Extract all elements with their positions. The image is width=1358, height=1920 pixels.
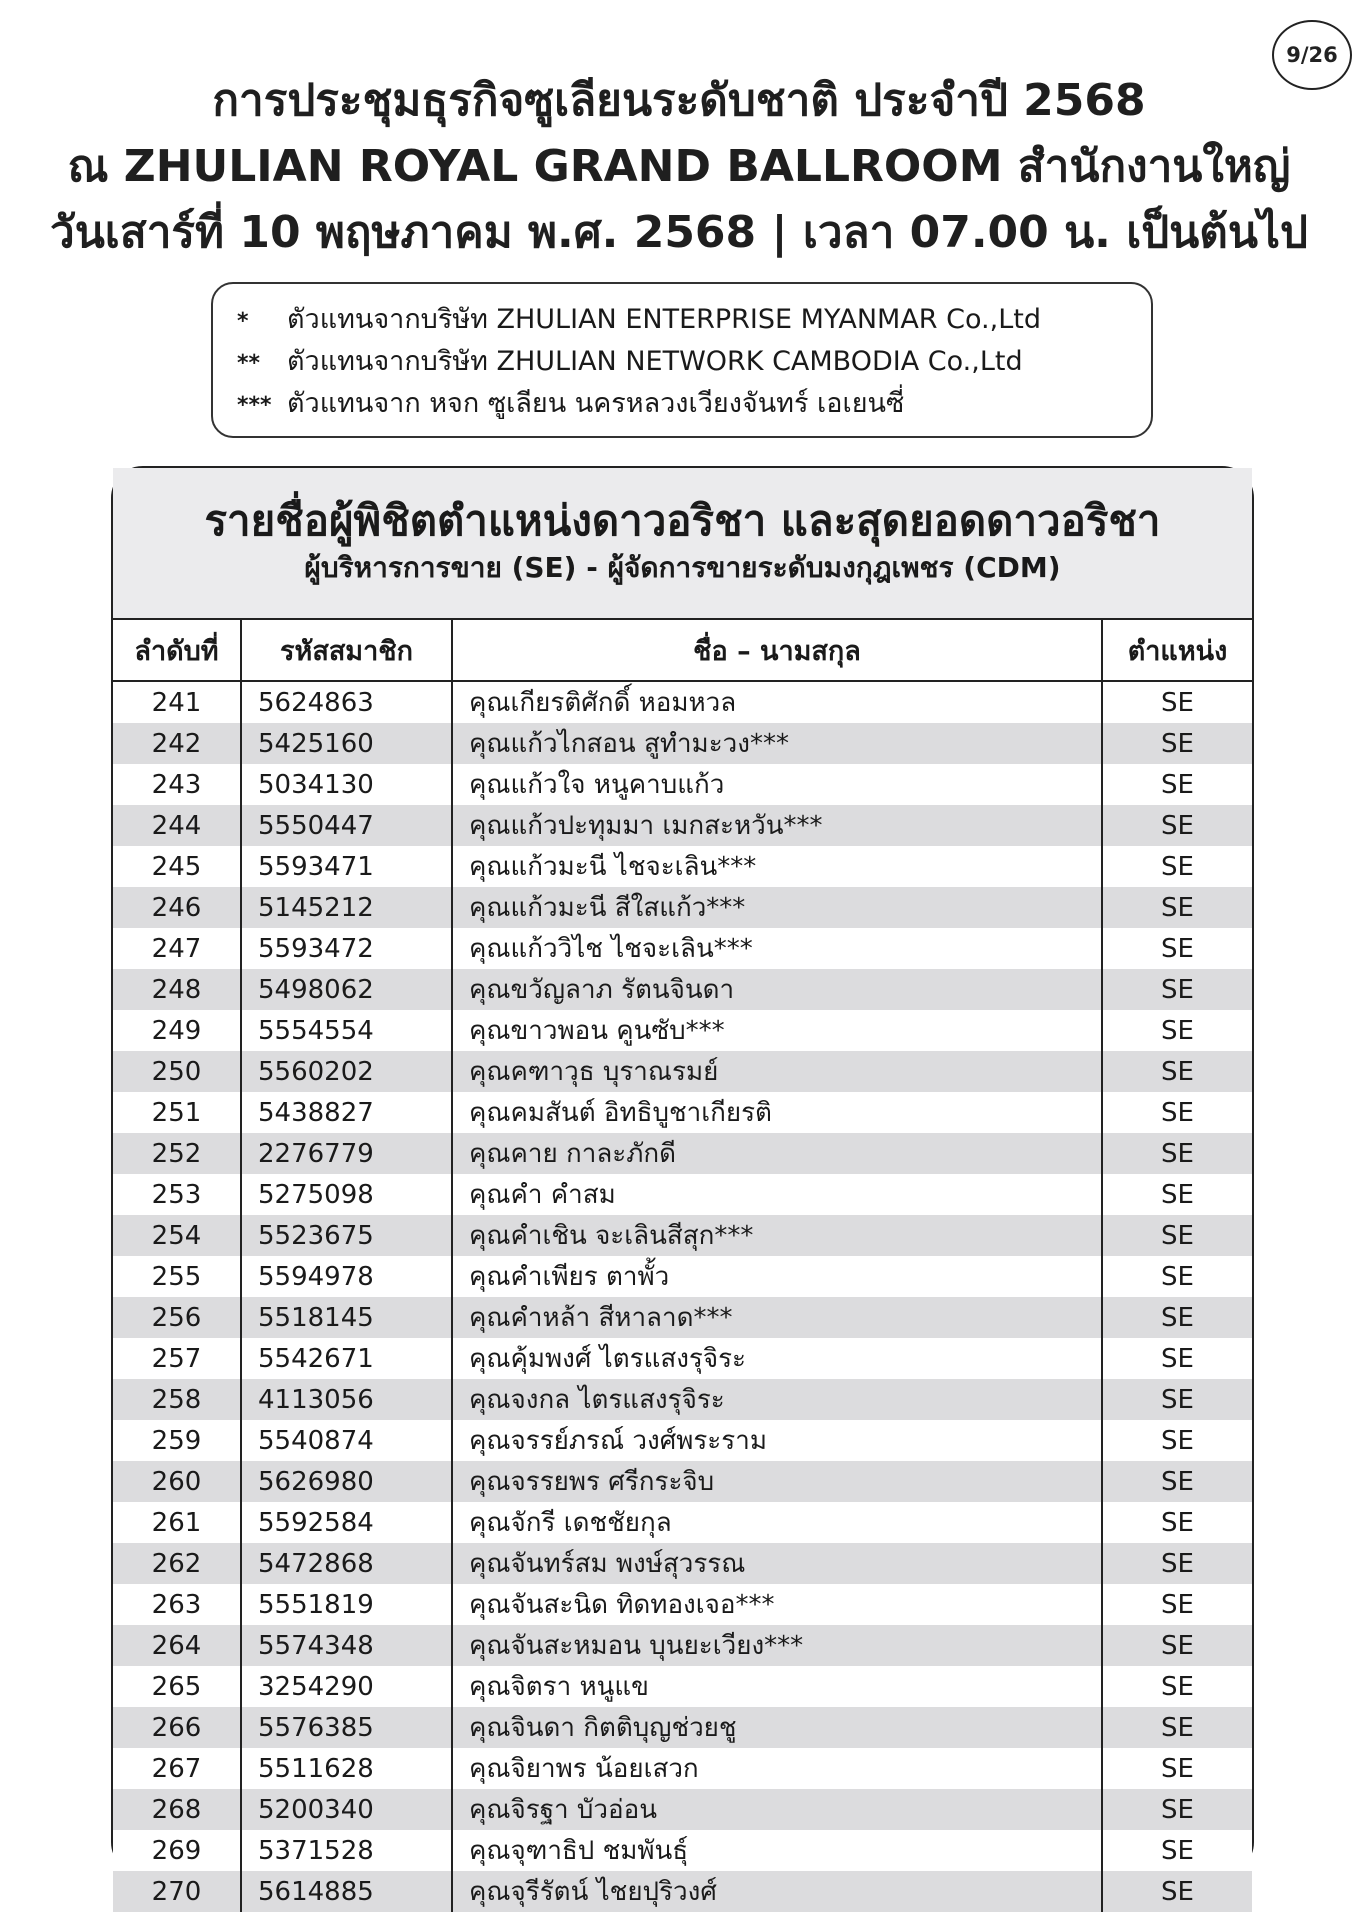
table-row <box>113 1748 1252 1789</box>
row-full-name: คุณจิยาพร น้อยเสวก <box>452 1748 1102 1789</box>
row-full-name: คุณคำ คำสม <box>452 1174 1102 1215</box>
note-mark: * <box>237 309 249 334</box>
row-position: SE <box>1102 805 1252 846</box>
table-row <box>113 1215 1252 1256</box>
row-position: SE <box>1102 1010 1252 1051</box>
winners-card <box>111 466 1254 1907</box>
row-full-name: คุณแก้ววิไช ไชจะเลิน*** <box>452 928 1102 969</box>
row-member-code: 5574348 <box>241 1625 452 1666</box>
row-position: SE <box>1102 1625 1252 1666</box>
row-member-code: 5540874 <box>241 1420 452 1461</box>
row-member-code: 5560202 <box>241 1051 452 1092</box>
row-member-code: 5576385 <box>241 1707 452 1748</box>
row-full-name: คุณจักรี เดชชัยกุล <box>452 1502 1102 1543</box>
row-rank: 243 <box>113 764 241 805</box>
row-full-name: คุณจรรยพร ศรีกระจิบ <box>452 1461 1102 1502</box>
row-member-code: 5551819 <box>241 1584 452 1625</box>
row-member-code: 5034130 <box>241 764 452 805</box>
row-full-name: คุณจงกล ไตรแสงรุจิระ <box>452 1379 1102 1420</box>
row-rank: 261 <box>113 1502 241 1543</box>
row-full-name: คุณคุ้มพงศ์ ไตรแสงรุจิระ <box>452 1338 1102 1379</box>
row-full-name: คุณคาย กาละภักดี <box>452 1133 1102 1174</box>
row-position: SE <box>1102 846 1252 887</box>
row-rank: 246 <box>113 887 241 928</box>
row-rank: 258 <box>113 1379 241 1420</box>
row-full-name: คุณคมสันต์ อิทธิบูชาเกียรติ <box>452 1092 1102 1133</box>
row-rank: 251 <box>113 1092 241 1133</box>
row-full-name: คุณจรรย์ภรณ์ วงศ์พระราม <box>452 1420 1102 1461</box>
card-header <box>113 468 1252 620</box>
row-rank: 268 <box>113 1789 241 1830</box>
row-position: SE <box>1102 1543 1252 1584</box>
table-row <box>113 1625 1252 1666</box>
header-line-2: ณ ZHULIAN ROYAL GRAND BALLROOM สำนักงานใหญ่ <box>67 141 1291 192</box>
row-member-code: 5371528 <box>241 1830 452 1871</box>
row-rank: 250 <box>113 1051 241 1092</box>
winners-table <box>113 620 1252 1912</box>
row-position: SE <box>1102 1256 1252 1297</box>
row-full-name: คุณจินดา กิตติบุญช่วยชู <box>452 1707 1102 1748</box>
row-full-name: คุณคำหล้า สีหาลาด*** <box>452 1297 1102 1338</box>
row-rank: 254 <box>113 1215 241 1256</box>
table-row <box>113 1707 1252 1748</box>
card-subtitle: ผู้บริหารการขาย (SE) - ผู้จัดการขายระดับมงกุฎเพชร (CDM) <box>304 551 1061 584</box>
row-position: SE <box>1102 1871 1252 1912</box>
row-position: SE <box>1102 1502 1252 1543</box>
row-member-code: 5592584 <box>241 1502 452 1543</box>
row-rank: 266 <box>113 1707 241 1748</box>
row-full-name: คุณจิตรา หนูแข <box>452 1666 1102 1707</box>
row-position: SE <box>1102 1051 1252 1092</box>
table-row <box>113 1092 1252 1133</box>
row-position: SE <box>1102 1379 1252 1420</box>
card-title: รายชื่อผู้พิชิตตำแหน่งดาวอริชา และสุดยอดดาวอริชา <box>204 496 1161 545</box>
row-full-name: คุณแก้วมะนี สีใสแก้ว*** <box>452 887 1102 928</box>
row-member-code: 5593472 <box>241 928 452 969</box>
row-position: SE <box>1102 1174 1252 1215</box>
table-row <box>113 723 1252 764</box>
row-position: SE <box>1102 1338 1252 1379</box>
row-member-code: 5542671 <box>241 1338 452 1379</box>
table-row <box>113 1379 1252 1420</box>
row-member-code: 5624863 <box>241 681 452 723</box>
row-full-name: คุณคฑาวุธ บุราณรมย์ <box>452 1051 1102 1092</box>
row-rank: 270 <box>113 1871 241 1912</box>
row-position: SE <box>1102 969 1252 1010</box>
row-member-code: 5511628 <box>241 1748 452 1789</box>
row-member-code: 3254290 <box>241 1666 452 1707</box>
row-member-code: 5438827 <box>241 1092 452 1133</box>
row-member-code: 5593471 <box>241 846 452 887</box>
note-text: ตัวแทนจาก หจก ซูเลียน นครหลวงเวียงจันทร์ เอเยนซี่ <box>287 388 905 419</box>
row-full-name: คุณจุรีรัตน์ ไชยปุริวงศ์ <box>452 1871 1102 1912</box>
row-member-code: 4113056 <box>241 1379 452 1420</box>
row-full-name: คุณแก้วมะนี ไชจะเลิน*** <box>452 846 1102 887</box>
row-member-code: 5518145 <box>241 1297 452 1338</box>
header-member-code: รหัสสมาชิก <box>241 620 452 681</box>
row-rank: 244 <box>113 805 241 846</box>
table-row <box>113 1830 1252 1871</box>
row-rank: 242 <box>113 723 241 764</box>
table-row <box>113 928 1252 969</box>
row-position: SE <box>1102 681 1252 723</box>
row-full-name: คุณขาวพอน คูนซับ*** <box>452 1010 1102 1051</box>
table-row <box>113 681 1252 723</box>
table-row <box>113 887 1252 928</box>
row-rank: 260 <box>113 1461 241 1502</box>
table-row <box>113 1297 1252 1338</box>
row-rank: 248 <box>113 969 241 1010</box>
row-rank: 257 <box>113 1338 241 1379</box>
row-position: SE <box>1102 1133 1252 1174</box>
row-rank: 264 <box>113 1625 241 1666</box>
row-member-code: 5472868 <box>241 1543 452 1584</box>
row-rank: 255 <box>113 1256 241 1297</box>
header-full-name: ชื่อ – นามสกุล <box>452 620 1102 681</box>
row-full-name: คุณแก้วปะทุมมา เมกสะหวัน*** <box>452 805 1102 846</box>
note-mark: *** <box>237 393 272 418</box>
table-row <box>113 1256 1252 1297</box>
table-row <box>113 1502 1252 1543</box>
row-rank: 263 <box>113 1584 241 1625</box>
row-rank: 267 <box>113 1748 241 1789</box>
row-full-name: คุณคำเพียร ตาพั้ว <box>452 1256 1102 1297</box>
row-member-code: 5550447 <box>241 805 452 846</box>
row-rank: 245 <box>113 846 241 887</box>
row-full-name: คุณจันสะนิด ทิดทองเจอ*** <box>452 1584 1102 1625</box>
row-position: SE <box>1102 1461 1252 1502</box>
row-member-code: 2276779 <box>241 1133 452 1174</box>
row-position: SE <box>1102 1789 1252 1830</box>
row-position: SE <box>1102 1707 1252 1748</box>
row-member-code: 5200340 <box>241 1789 452 1830</box>
table-row <box>113 1338 1252 1379</box>
row-position: SE <box>1102 1830 1252 1871</box>
row-position: SE <box>1102 1666 1252 1707</box>
row-position: SE <box>1102 1092 1252 1133</box>
row-position: SE <box>1102 928 1252 969</box>
table-row <box>113 1051 1252 1092</box>
row-member-code: 5275098 <box>241 1174 452 1215</box>
row-full-name: คุณจุฑาธิป ชมพันธุ์ <box>452 1830 1102 1871</box>
page-number: 9/26 <box>1286 43 1338 67</box>
table-row <box>113 764 1252 805</box>
row-rank: 259 <box>113 1420 241 1461</box>
row-rank: 241 <box>113 681 241 723</box>
note-mark: ** <box>237 351 261 376</box>
row-rank: 265 <box>113 1666 241 1707</box>
header-line-3: วันเสาร์ที่ 10 พฤษภาคม พ.ศ. 2568 | เวลา 07.00 น. เป็นต้นไป <box>50 207 1308 258</box>
row-member-code: 5594978 <box>241 1256 452 1297</box>
document-header <box>0 68 1358 266</box>
table-row <box>113 1420 1252 1461</box>
legend-notes-box <box>211 282 1153 438</box>
row-full-name: คุณจันสะหมอน บุนยะเวียง*** <box>452 1625 1102 1666</box>
row-rank: 256 <box>113 1297 241 1338</box>
row-position: SE <box>1102 1215 1252 1256</box>
table-row <box>113 1010 1252 1051</box>
row-member-code: 5498062 <box>241 969 452 1010</box>
row-rank: 247 <box>113 928 241 969</box>
header-line-1: การประชุมธุรกิจซูเลียนระดับชาติ ประจำปี 2568 <box>212 75 1146 126</box>
row-member-code: 5554554 <box>241 1010 452 1051</box>
table-header-row <box>113 620 1252 681</box>
row-position: SE <box>1102 1584 1252 1625</box>
row-position: SE <box>1102 1420 1252 1461</box>
row-rank: 253 <box>113 1174 241 1215</box>
table-row <box>113 1871 1252 1912</box>
table-row <box>113 1133 1252 1174</box>
table-row <box>113 1584 1252 1625</box>
row-member-code: 5425160 <box>241 723 452 764</box>
row-full-name: คุณเกียรติศักดิ์ หอมหวล <box>452 681 1102 723</box>
row-full-name: คุณขวัญลาภ รัตนจินดา <box>452 969 1102 1010</box>
table-row <box>113 1174 1252 1215</box>
row-position: SE <box>1102 1748 1252 1789</box>
row-full-name: คุณแก้วใจ หนูคาบแก้ว <box>452 764 1102 805</box>
row-full-name: คุณจันทร์สม พงษ์สุวรรณ <box>452 1543 1102 1584</box>
table-row <box>113 969 1252 1010</box>
row-rank: 252 <box>113 1133 241 1174</box>
header-rank: ลำดับที่ <box>113 620 241 681</box>
row-member-code: 5145212 <box>241 887 452 928</box>
row-member-code: 5523675 <box>241 1215 452 1256</box>
row-full-name: คุณจิรฐา บัวอ่อน <box>452 1789 1102 1830</box>
note-row <box>237 300 1151 342</box>
header-position: ตำแหน่ง <box>1102 620 1252 681</box>
row-rank: 269 <box>113 1830 241 1871</box>
note-text: ตัวแทนจากบริษัท ZHULIAN NETWORK CAMBODIA Co.,Ltd <box>287 346 1023 377</box>
note-row <box>237 384 1151 426</box>
table-row <box>113 1461 1252 1502</box>
row-position: SE <box>1102 1297 1252 1338</box>
row-member-code: 5614885 <box>241 1871 452 1912</box>
row-position: SE <box>1102 764 1252 805</box>
note-text: ตัวแทนจากบริษัท ZHULIAN ENTERPRISE MYANMAR Co.,Ltd <box>287 304 1041 335</box>
table-row <box>113 1666 1252 1707</box>
table-row <box>113 1789 1252 1830</box>
table-row <box>113 846 1252 887</box>
row-rank: 249 <box>113 1010 241 1051</box>
row-member-code: 5626980 <box>241 1461 452 1502</box>
note-row <box>237 342 1151 384</box>
table-row <box>113 1543 1252 1584</box>
row-position: SE <box>1102 887 1252 928</box>
row-rank: 262 <box>113 1543 241 1584</box>
row-full-name: คุณคำเชิน จะเลินสีสุก*** <box>452 1215 1102 1256</box>
table-row <box>113 805 1252 846</box>
row-full-name: คุณแก้วไกสอน สูทำมะวง*** <box>452 723 1102 764</box>
row-position: SE <box>1102 723 1252 764</box>
